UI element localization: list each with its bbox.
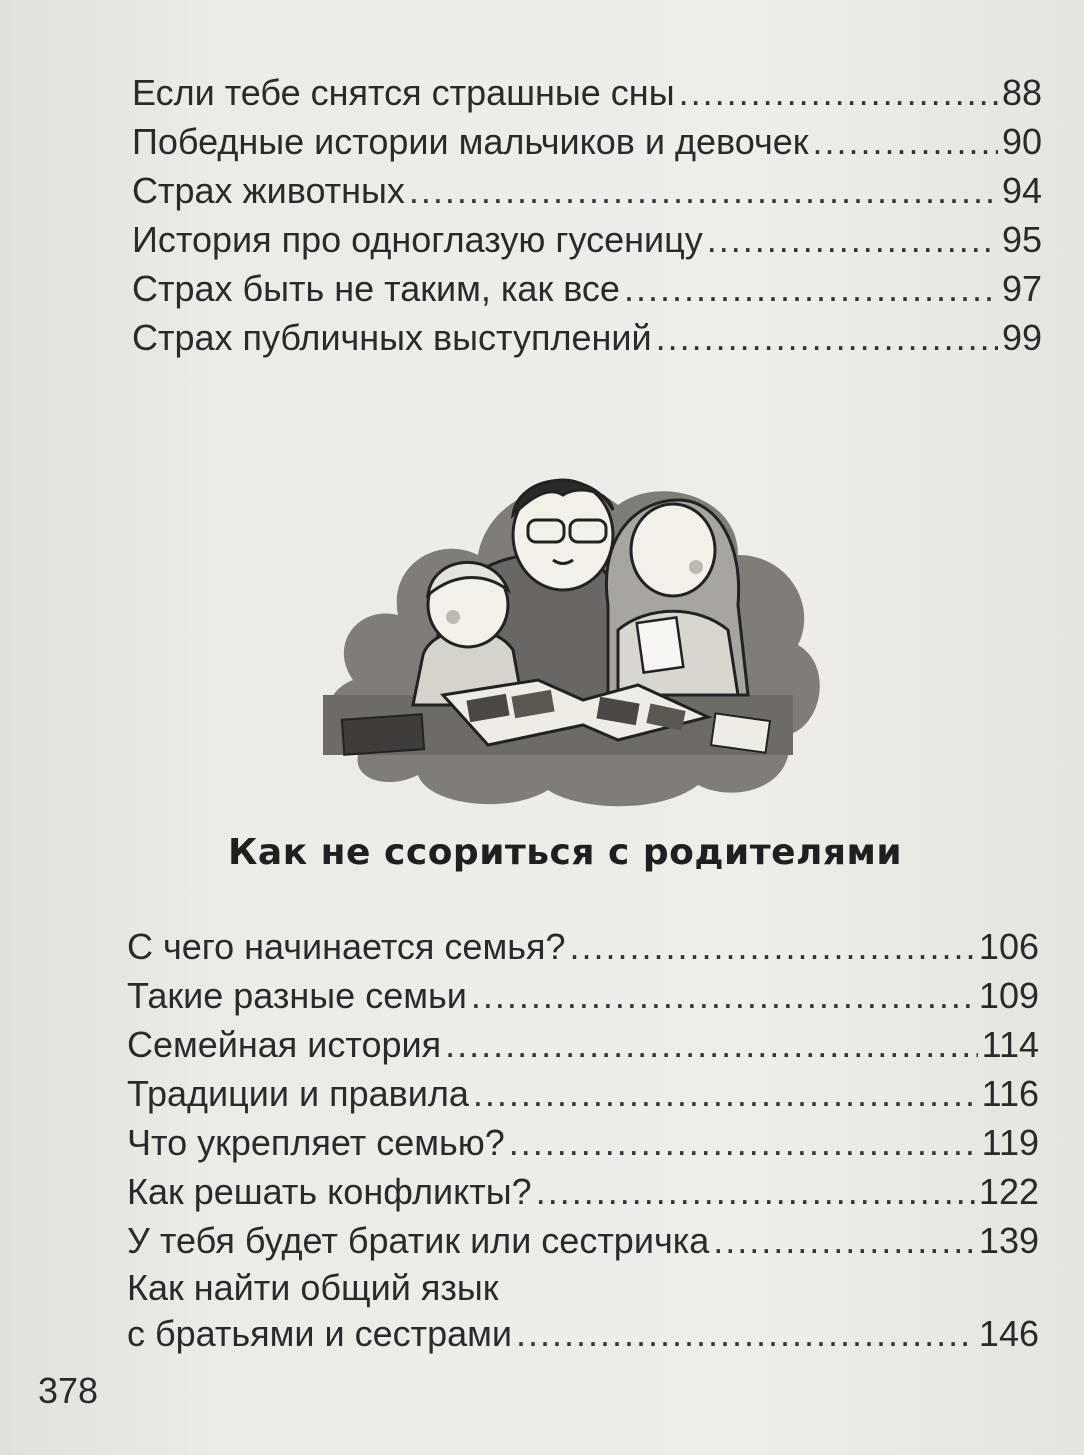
toc-entry-page: 114 [981,1024,1039,1065]
toc-entry-page: 139 [978,1220,1039,1261]
toc-leader-dots [473,1069,978,1118]
toc-entry-line2 [127,1311,1039,1357]
toc-leader-dots [445,1020,977,1069]
toc-entry [132,215,1042,264]
toc-entry-page: 122 [978,1171,1039,1212]
section-heading: Как не ссориться с родителями [228,832,903,873]
toc-leader-dots [409,166,998,215]
toc-entry-page: 146 [978,1313,1039,1354]
toc-entry [132,166,1042,215]
toc-entry-title: Как решать конфликты? [127,1171,532,1212]
toc-leader-dots [516,1311,975,1357]
toc-leader-dots [707,215,998,264]
toc-entry-title: Как найти общий язык [127,1267,499,1308]
toc-entry [132,117,1042,166]
toc-entry-page: 99 [1001,317,1042,358]
table-of-contents-top [132,68,1042,362]
toc-entry [132,68,1042,117]
toc-entry [132,313,1042,362]
toc-entry [127,1265,1039,1357]
toc-leader-dots [813,117,998,166]
toc-entry-title: Семейная история [127,1024,442,1065]
toc-entry-page: 106 [978,926,1039,967]
toc-leader-dots [679,68,998,117]
toc-entry-title: У тебя будет братик или сестричка [127,1220,710,1261]
toc-entry [127,971,1039,1020]
toc-entry-page: 97 [1001,268,1042,309]
toc-entry-title: Если тебе снятся страшные сны [132,72,675,113]
toc-entry-page: 119 [981,1122,1039,1163]
toc-entry [127,1216,1039,1265]
toc-entry-title: С чего начинается семья? [127,926,566,967]
toc-entry-title-continued: с братьями и сестрами [127,1313,512,1354]
toc-leader-dots [509,1118,978,1167]
table-of-contents-bottom [127,922,1039,1357]
toc-entry [127,1069,1039,1118]
toc-leader-dots [656,313,998,362]
toc-leader-dots [536,1167,975,1216]
toc-entry [132,264,1042,313]
toc-entry-title: Страх животных [132,170,405,211]
toc-entry-title: Такие разные семьи [127,975,467,1016]
toc-entry [127,1020,1039,1069]
page-number: 378 [38,1370,99,1411]
toc-entry-page: 94 [1001,170,1042,211]
toc-entry-title: Традиции и правила [127,1073,469,1114]
toc-leader-dots [471,971,975,1020]
toc-entry-page: 88 [1001,72,1042,113]
toc-entry-page: 116 [981,1073,1039,1114]
toc-entry-title: История про одноглазую гусеницу [132,219,703,260]
toc-entry [127,922,1039,971]
toc-entry-title: Победные истории мальчиков и девочек [132,121,809,162]
toc-entry-title: Страх быть не таким, как все [132,268,620,309]
toc-entry-page: 95 [1001,219,1042,260]
toc-entry [127,1167,1039,1216]
toc-leader-dots [569,922,974,971]
family-photo-album-illustration [318,455,828,810]
toc-entry-page: 90 [1001,121,1042,162]
toc-entry-title: Что укрепляет семью? [127,1122,505,1163]
toc-entry-title: Страх публичных выступлений [132,317,652,358]
toc-leader-dots [624,264,998,313]
toc-entry-page: 109 [978,975,1039,1016]
toc-leader-dots [713,1216,975,1265]
toc-entry [127,1118,1039,1167]
